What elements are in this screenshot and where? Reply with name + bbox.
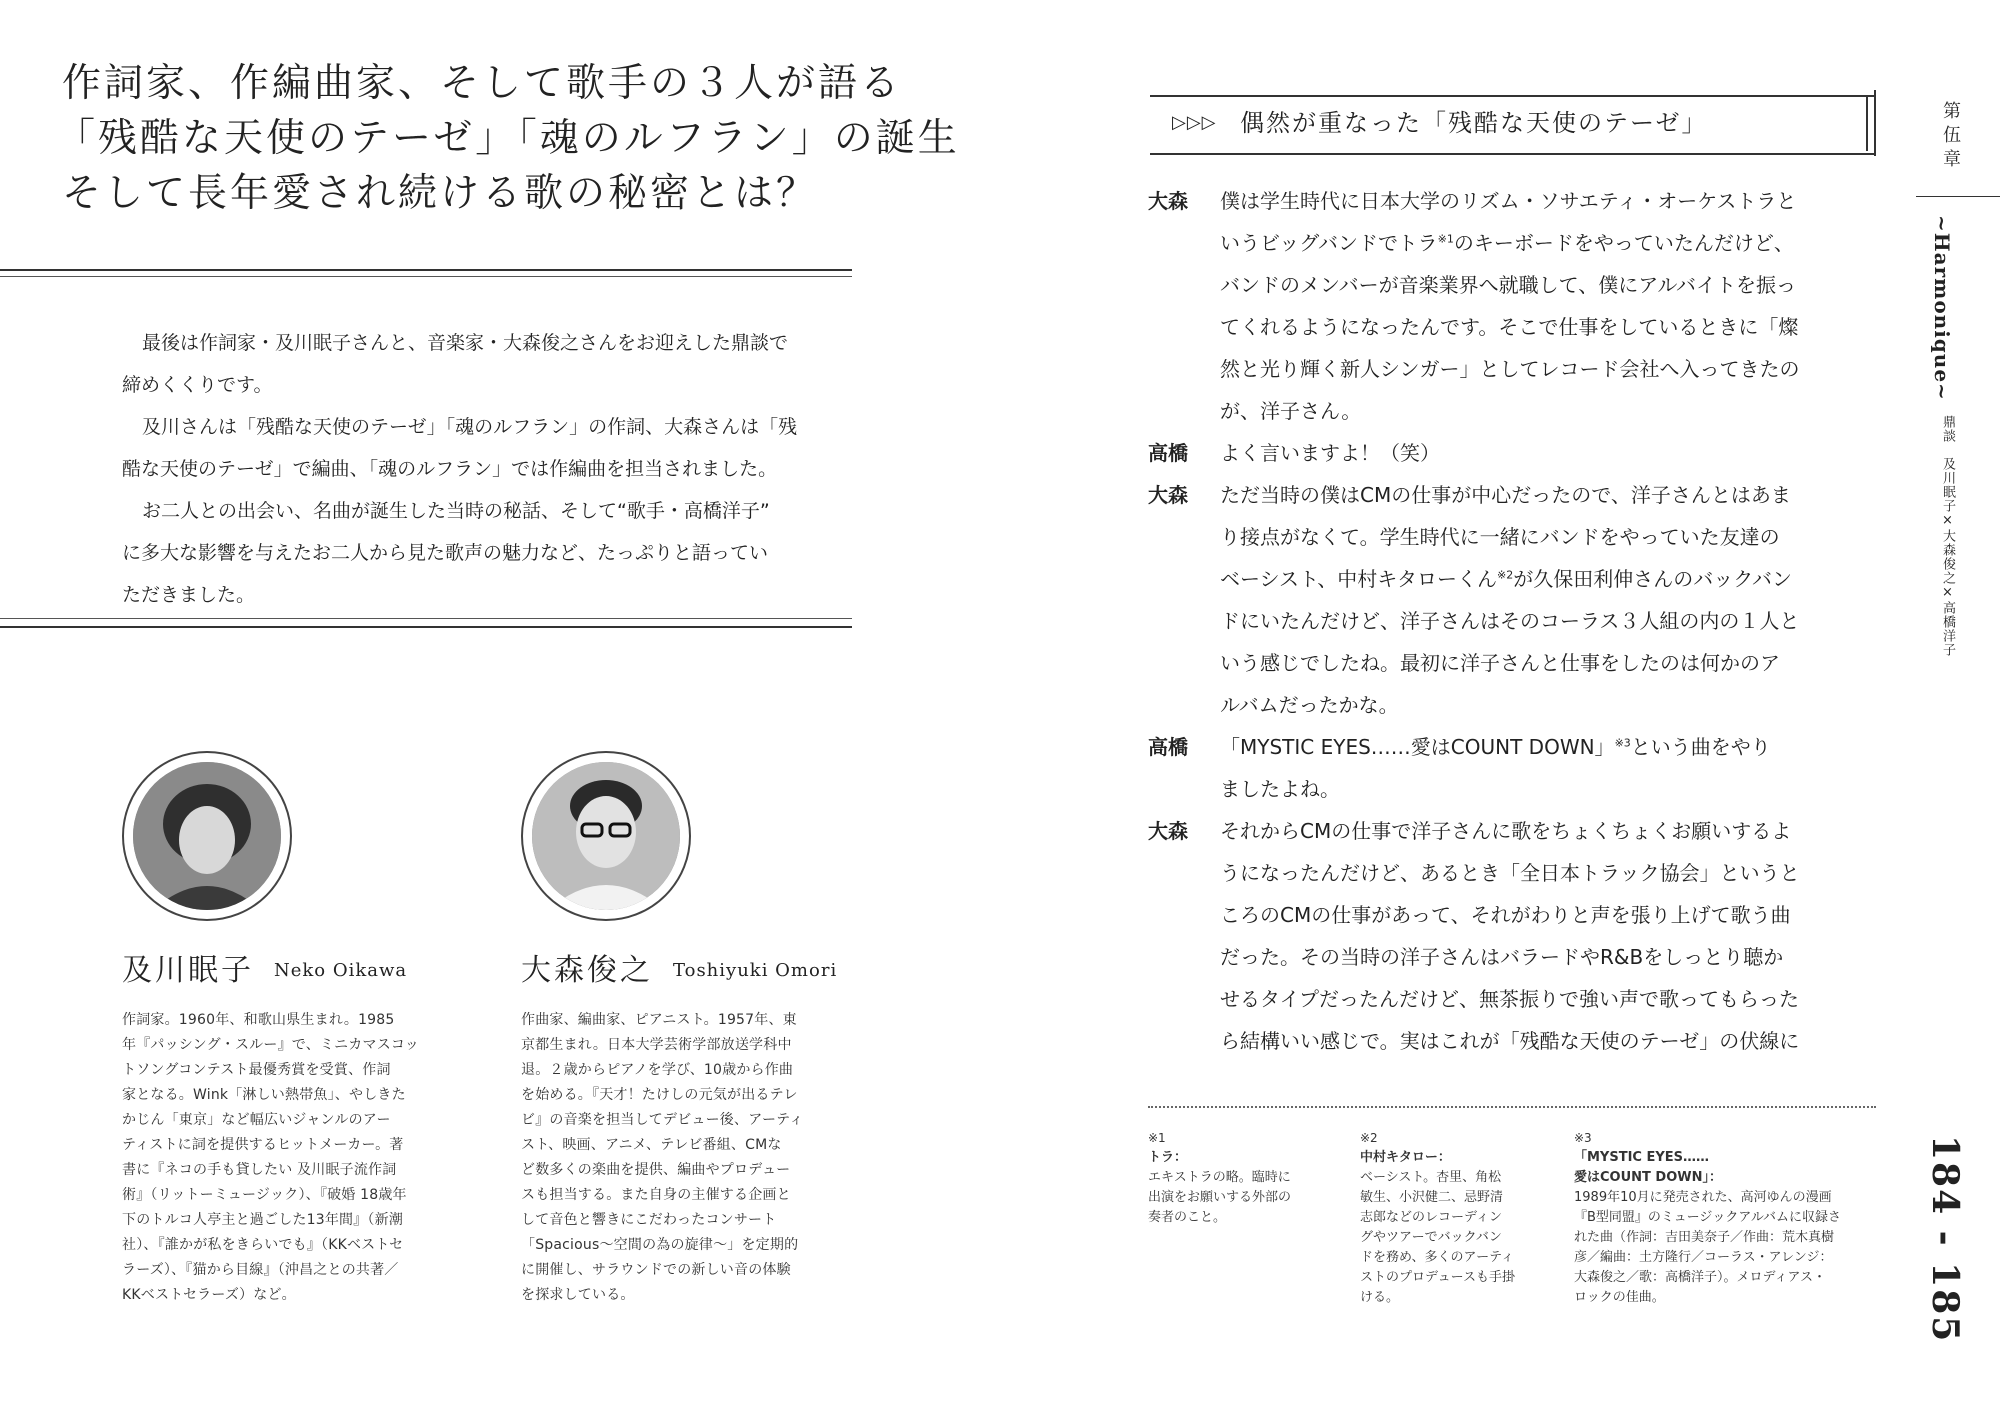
bio-line: かじん「東京」など幅広いジャンルのアー — [122, 1112, 391, 1128]
footnote-line: ドを務め、多くのアーティ — [1360, 1250, 1515, 1265]
speaker-label: 高橋 — [1148, 735, 1188, 759]
footnote-ref: ※3 — [1614, 736, 1631, 750]
speech-line: 「MYSTIC EYES……愛はCOUNT DOWN」$^{※3}$という曲をやり — [1220, 735, 1771, 759]
speech-line: ルバムだったかな。 — [1220, 693, 1399, 717]
footnote-line: 『B型同盟』のミュージックアルバムに収録さ — [1574, 1210, 1841, 1225]
speaker-label: 大森 — [1148, 819, 1188, 843]
bio-line: 退。２歳からピアノを学び、10歳から作曲 — [521, 1062, 794, 1078]
portrait-silhouette — [133, 762, 281, 910]
speaker-label: 大森 — [1148, 189, 1188, 213]
speech-line: 然と光り輝く新人シンガー」としてレコード会社へ入ってきたの — [1220, 357, 1800, 381]
speech-block — [1220, 726, 1771, 810]
footnote-line: ベーシスト。杏里、角松 — [1360, 1170, 1502, 1185]
footnote-mark: ※3 — [1574, 1131, 1592, 1145]
footnote-line: 奏者のこと。 — [1148, 1210, 1227, 1225]
section-arrows-icon: ▷▷▷ — [1172, 112, 1217, 133]
speech-line: ら結構いい感じで。実はこれが「残酷な天使のテーゼ」の伏線に — [1220, 1029, 1800, 1053]
speaker-label: 高橋 — [1148, 441, 1188, 465]
portrait-photo — [532, 762, 680, 910]
footnote-term: 愛はCOUNT DOWN」： — [1574, 1170, 1722, 1185]
speech-line: バンドのメンバーが音楽業界へ就職して、僕にアルバイトを振っ — [1220, 273, 1796, 297]
intro-line: 及川さんは「残酷な天使のテーゼ」「魂のルフラン」の作詞、大森さんは「残 — [142, 416, 798, 438]
intro-line: 酷な天使のテーゼ」で編曲、「魂のルフラン」では作編曲を担当されました。 — [122, 458, 778, 480]
bio-line: スト、映画、アニメ、テレビ番組、CMな — [521, 1137, 782, 1153]
bio-line: ビ』の音楽を担当してデビュー後、アーティ — [521, 1112, 804, 1128]
person-name-en: Neko Oikawa — [274, 960, 408, 981]
speech-line: うになったんだけど、あるとき「全日本トラック協会」というと — [1220, 861, 1800, 885]
page-numbers: 184 - 185 — [1924, 1135, 1966, 1344]
speech-line: ましたよね。 — [1220, 777, 1340, 801]
section-box-edge — [1866, 95, 1868, 151]
footnote-line: 敏生、小沢健二、忌野清 — [1360, 1190, 1504, 1205]
speaker-label: 大森 — [1148, 483, 1188, 507]
chapter-divider — [1916, 196, 2000, 197]
divider-top — [0, 269, 852, 271]
bio-oikawa — [122, 1008, 419, 1308]
section-box-edge-outer — [1874, 90, 1876, 156]
bio-line: 作詞家。1960年、和歌山県生まれ。1985 — [122, 1012, 395, 1028]
footnote-2 — [1360, 1128, 1515, 1308]
footnote-line: グやツアーでバックバン — [1360, 1230, 1502, 1245]
section-running-title: ~Harmonique~ — [1930, 215, 1954, 401]
bio-line: 京都生まれ。日本大学芸術学部放送学科中 — [521, 1037, 792, 1053]
bio-line: 社）、『誰かが私をきらいでも』（KKベストセ — [122, 1237, 404, 1253]
footnote-line: ロックの佳曲。 — [1574, 1290, 1665, 1305]
speech-block — [1220, 180, 1800, 432]
avatar-omori — [521, 751, 691, 921]
bio-line: ラーズ）、『猫から目線』（沖昌之との共著／ — [122, 1262, 399, 1278]
footnote-line: 出演をお願いする外部の — [1148, 1190, 1292, 1205]
bio-line: 家となる。Wink「淋しい熱帯魚」、やしきた — [122, 1087, 406, 1103]
footnote-divider — [1148, 1106, 1876, 1108]
bio-line: に開催し、サラウンドでの新しい音の体験 — [521, 1262, 791, 1278]
speech-block — [1220, 810, 1800, 1062]
bio-line: 下のトルコ人亭主と過ごした13年間』（新潮 — [122, 1212, 404, 1228]
bio-line: 作曲家、編曲家、ピアニスト。1957年、東 — [521, 1012, 797, 1028]
footnote-line: 大森俊之／歌：高橋洋子）。メロディアス・ — [1574, 1270, 1826, 1285]
person-name-en: Toshiyuki Omori — [673, 960, 838, 981]
footnote-mark: ※1 — [1148, 1131, 1166, 1145]
speech-line: ころのCMの仕事があって、それがわりと声を張り上げて歌う曲 — [1220, 903, 1791, 927]
speech-line: り接点がなくて。学生時代に一緒にバンドをやっていた友達の — [1220, 525, 1780, 549]
speech-line: ベーシスト、中村キタローくん$^{※2}$が久保田利伸さんのバックバン — [1220, 567, 1793, 591]
headline-line-3: そして長年愛され続ける歌の秘密とは？ — [62, 171, 819, 216]
bio-line: 「Spacious〜空間の為の旋律〜」を定期的 — [521, 1237, 799, 1253]
bio-line: ど数多くの楽曲を提供、編曲やプロデュー — [521, 1162, 791, 1178]
bio-line: スも担当する。また自身の主催する企画と — [521, 1187, 791, 1203]
intro-line: お二人との出会い、名曲が誕生した当時の秘話、そして“歌手・高橋洋子” — [142, 500, 770, 522]
footnote-line: 1989年10月に発売された、高河ゆんの漫画 — [1574, 1190, 1832, 1205]
bio-line: を探求している。 — [521, 1287, 635, 1303]
speech-line: せるタイプだったんだけど、無茶振りで強い声で歌ってもらった — [1220, 987, 1799, 1011]
bio-line: KKベストセラーズ）など。 — [122, 1287, 296, 1303]
footnote-line: ける。 — [1360, 1290, 1400, 1305]
speech-line: いう感じでしたね。最初に洋子さんと仕事をしたのは何かのア — [1220, 651, 1780, 675]
bio-line: して音色と響きにこだわったコンサート — [521, 1212, 777, 1228]
divider-bottom-thin — [0, 618, 852, 619]
running-subtitle: 鼎談 及川眠子×大森俊之×高橋洋子 — [1940, 415, 1955, 657]
speech-line: ただ当時の僕はCMの仕事が中心だったので、洋子さんとはあま — [1220, 483, 1791, 507]
footnote-mark: ※2 — [1360, 1131, 1378, 1145]
headline-line-2: 「残酷な天使のテーゼ」「魂のルフラン」の誕生 — [56, 116, 960, 161]
intro-line: ただきました。 — [122, 584, 256, 606]
footnote-line: れた曲（作詞：吉田美奈子／作曲：荒木真樹 — [1574, 1230, 1835, 1245]
section-title: 偶然が重なった「残酷な天使のテーゼ」 — [1240, 109, 1708, 137]
intro-line: 締めくくりです。 — [122, 374, 273, 396]
footnote-1 — [1148, 1128, 1291, 1228]
speech-line: よく言いますよ！（笑） — [1220, 441, 1440, 465]
speech-line: だった。その当時の洋子さんはバラードやR&Bをしっとり聴か — [1220, 945, 1784, 969]
speech-line: それからCMの仕事で洋子さんに歌をちょくちょくお願いするよ — [1220, 819, 1792, 843]
footnote-ref: ※2 — [1497, 568, 1514, 582]
portrait-silhouette — [532, 762, 680, 910]
speech-line: 僕は学生時代に日本大学のリズム・ソサエティ・オーケストラと — [1220, 189, 1797, 213]
footnote-line: 彦／編曲：土方隆行／コーラス・アレンジ： — [1574, 1250, 1833, 1265]
intro-line: に多大な影響を与えたお二人から見た歌声の魅力など、たっぷりと語ってい — [122, 542, 769, 564]
footnote-line: 志郎などのレコーディン — [1360, 1210, 1502, 1225]
bio-omori — [521, 1008, 803, 1308]
person-name-jp: 大森俊之 — [521, 953, 653, 988]
portrait-photo — [133, 762, 281, 910]
speech-line: いうビッグバンドでトラ$^{※1}$のキーボードをやっていたんだけど、 — [1220, 231, 1794, 255]
footnote-line: エキストラの略。臨時に — [1148, 1170, 1291, 1185]
avatar-oikawa — [122, 751, 292, 921]
speech-block — [1220, 432, 1440, 474]
bio-line: 術』（リットーミュージック）、『破婚 18歳年 — [122, 1187, 407, 1203]
footnote-term: 中村キタロー： — [1360, 1150, 1451, 1165]
bio-line: を始める。『天才！たけしの元気が出るテレ — [521, 1087, 798, 1103]
speech-line: ドにいたんだけど、洋子さんはそのコーラス３人組の内の１人と — [1220, 609, 1800, 633]
intro-line: 最後は作詞家・及川眠子さんと、音楽家・大森俊之さんをお迎えした鼎談で — [142, 332, 789, 354]
footnote-line: ストのプロデュースも手掛 — [1360, 1270, 1515, 1285]
bio-line: 年『パッシング・スルー』で、ミニカマスコッ — [122, 1037, 420, 1053]
headline-line-1: 作詞家、作編曲家、そして歌手の３人が語る — [62, 61, 903, 106]
bio-line: トソングコンテスト最優秀賞を受賞、作詞 — [122, 1062, 391, 1078]
chapter-label: 第伍章 — [1943, 101, 1961, 170]
intro-text — [122, 322, 797, 616]
speech-line: が、洋子さん。 — [1220, 399, 1362, 423]
footnote-term: トラ： — [1148, 1150, 1188, 1165]
divider-bottom — [0, 626, 852, 628]
bio-line: ティストに詞を提供するヒットメーカー。著 — [122, 1137, 404, 1153]
bio-line: 書に『ネコの手も貸したい 及川眠子流作詞 — [122, 1162, 397, 1178]
speech-line: てくれるようになったんです。そこで仕事をしているときに「燦 — [1220, 315, 1799, 339]
footnote-ref: ※1 — [1437, 232, 1454, 246]
speech-block — [1220, 474, 1799, 726]
footnote-3 — [1574, 1128, 1841, 1308]
person-name-jp: 及川眠子 — [122, 953, 254, 988]
footnote-term: 「MYSTIC EYES…… — [1574, 1150, 1710, 1165]
divider-top-thin — [0, 276, 852, 277]
